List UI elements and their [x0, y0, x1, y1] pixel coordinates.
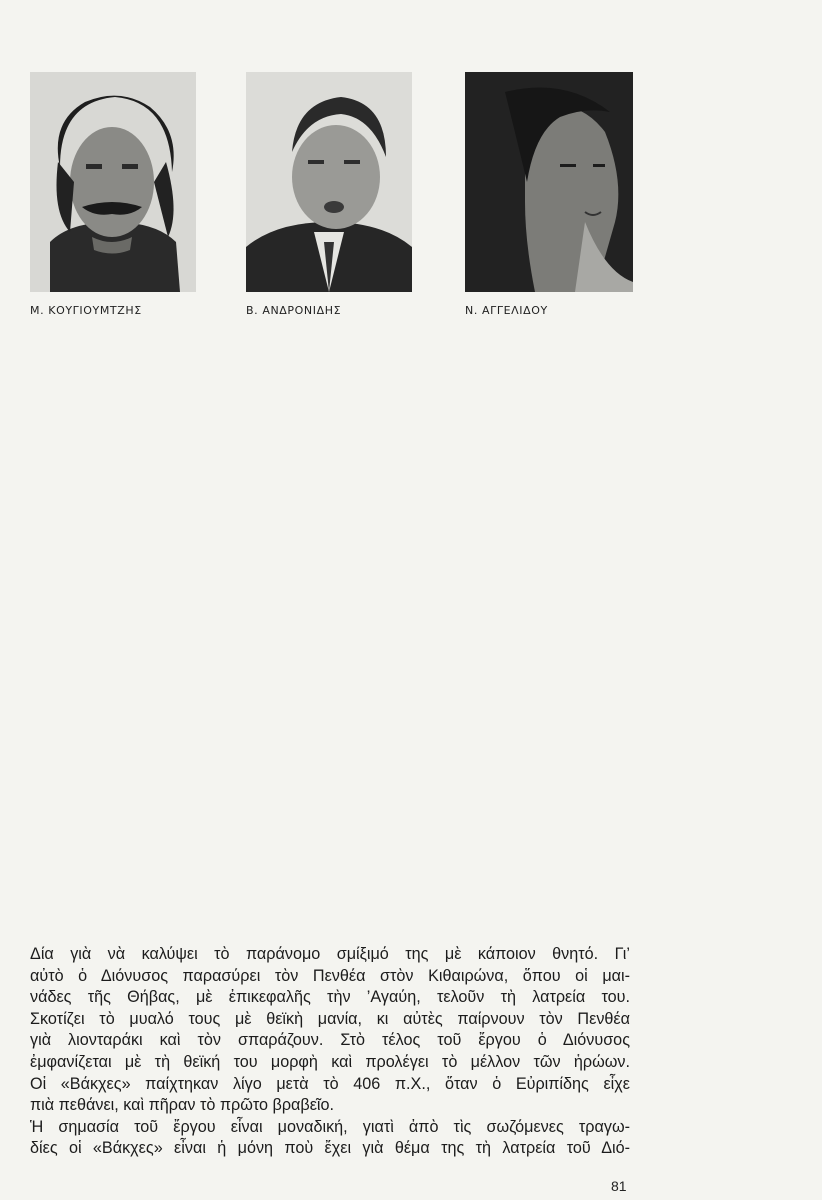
text-line: Οἱ «Βάκχες» παίχτηκαν λίγο μετὰ τὸ 406 π.Χ., ὅταν ὁ Εὐριπίδης εἶχε: [30, 1074, 630, 1093]
text-line: αὐτὸ ὁ Διόνυσος παρασύρει τὸν Πενθέα στὸν Κιθαιρώνα, ὅπου οἱ μαι-: [30, 966, 630, 985]
text-line: Δία γιὰ νὰ καλύψει τὸ παράνομο σμίξιμό της μὲ κάποιον θνητό. Γι’: [30, 945, 630, 963]
text-line: νάδες τῆς Θήβας, μὲ ἐπικεφαλῆς τὴν ’Αγαύη, τελοῦν τὴ λατρεία του.: [30, 988, 630, 1007]
portrait-photo-2: [246, 72, 412, 292]
text-line: Σκοτίζει τὸ μυαλό τους μὲ θεϊκὴ μανία, κι αὐτὲς παίρνουν τὸν Πενθέα: [30, 1009, 630, 1028]
page-number: 81: [611, 1178, 627, 1194]
portrait-caption-1: Μ. ΚΟΥΓΙΟΥΜΤΖΗΣ: [30, 304, 142, 317]
portrait-caption-3: Ν. ΑΓΓΕΛΙΔΟΥ: [465, 304, 548, 317]
text-line: δίες οἱ «Βάκχες» εἶναι ἡ μόνη ποὺ ἔχει γιὰ θέμα της τὴ λατρεία τοῦ Διό-: [30, 1139, 630, 1158]
body-text: [30, 944, 630, 1160]
text-line: ἐμφανίζεται μὲ τὴ θεϊκή του μορφὴ καὶ προλέγει τὸ μέλλον τῶν ἡρώων.: [30, 1052, 630, 1071]
text-line: πιὰ πεθάνει, καὶ πῆραν τὸ πρῶτο βραβεῖο.: [30, 1096, 335, 1115]
text-line: Ἡ σημασία τοῦ ἔργου εἶναι μοναδική, γιατὶ ἀπὸ τὶς σωζόμενες τραγω-: [30, 1117, 630, 1136]
text-line: γιὰ λιονταράκι καὶ τὸν σπαράζουν. Στὸ τέλος τοῦ ἔργου ὁ Διόνυσος: [30, 1031, 630, 1050]
portrait-photo-3: [465, 72, 633, 292]
portrait-caption-2: Β. ΑΝΔΡΟΝΙΔΗΣ: [246, 304, 342, 317]
portrait-photo-1: [30, 72, 196, 292]
